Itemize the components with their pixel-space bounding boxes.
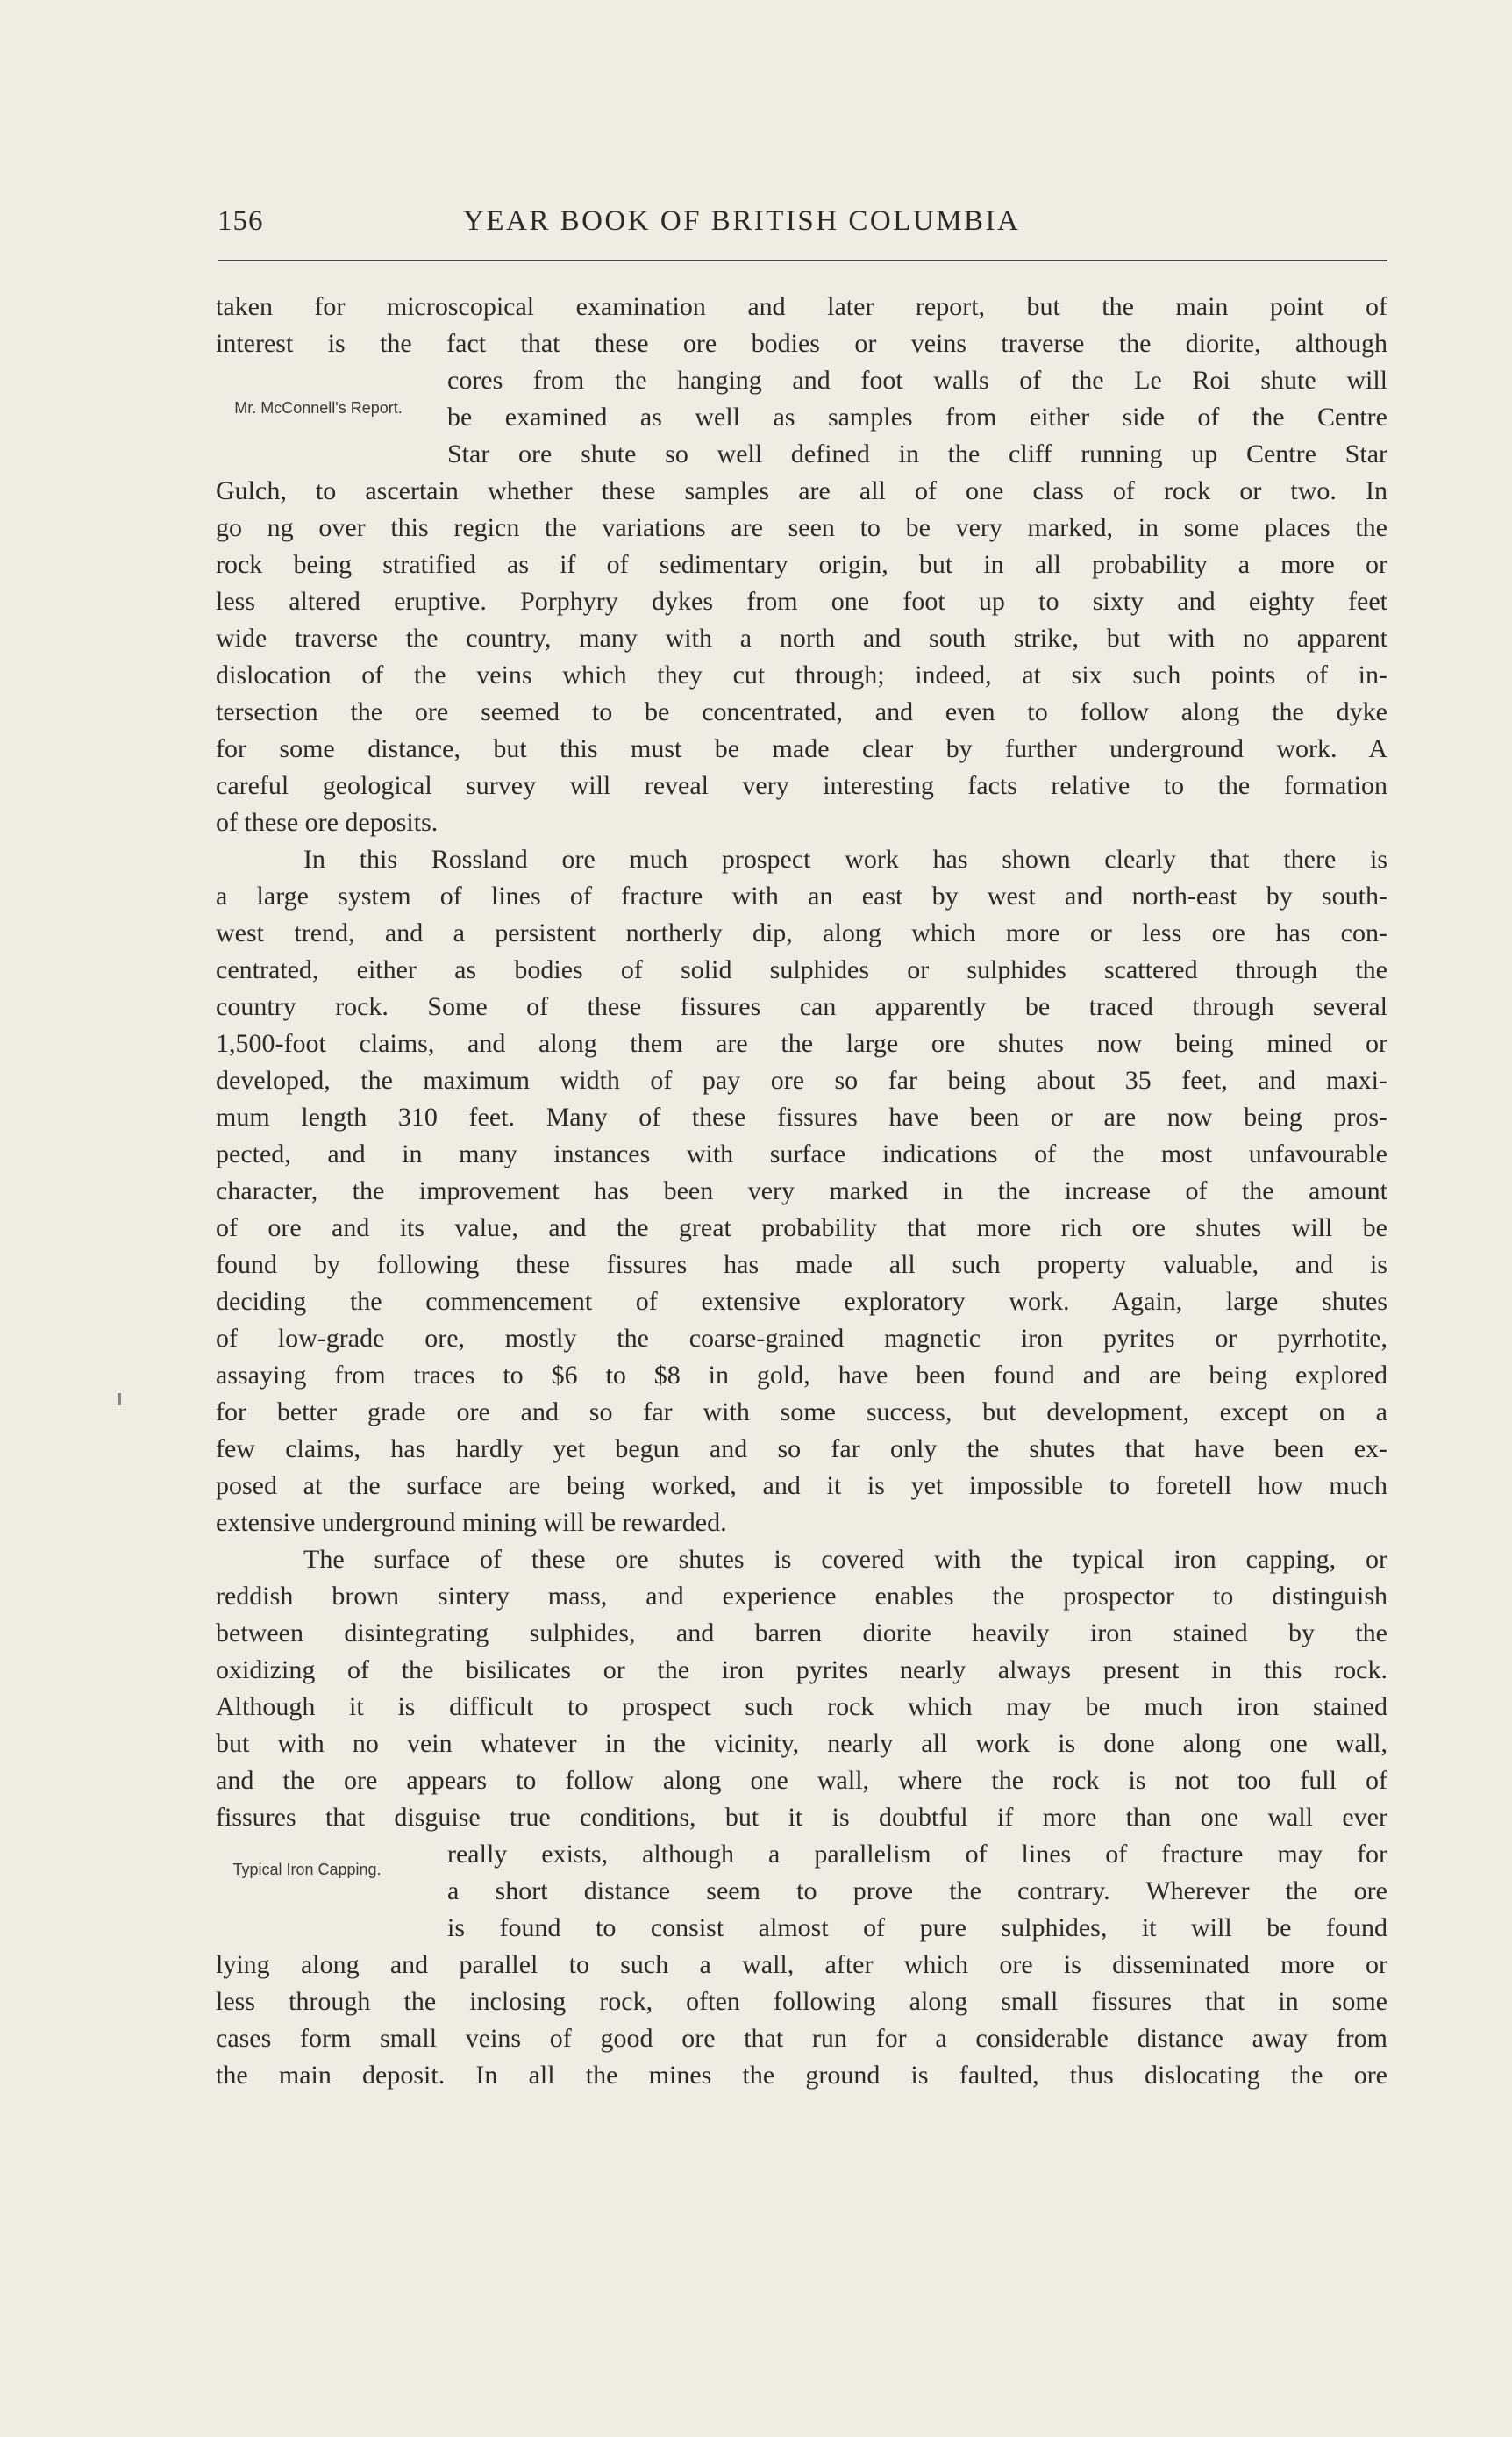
text-line: wide traverse the country, many with a north and south strike, but with no apparent	[216, 624, 1387, 653]
margin-speck	[118, 1393, 121, 1405]
text-line: found by following these fissures has made all such property valuable, and is	[216, 1250, 1387, 1279]
text-line: between disintegrating sulphides, and barren diorite heavily iron stained by the	[216, 1619, 1387, 1647]
text-line: developed, the maximum width of pay ore so far being about 35 feet, and maxi-	[216, 1066, 1387, 1095]
text-line: rock being stratified as if of sedimentary origin, but in all probability a more or	[216, 550, 1387, 579]
text-line: really exists, although a parallelism of lines of fracture may for	[447, 1840, 1387, 1869]
text-line: a large system of lines of fracture with an east by west and north-east by south-	[216, 882, 1387, 911]
text-line: Gulch, to ascertain whether these samples are all of one class of rock or two. In	[216, 476, 1387, 505]
header-rule	[218, 260, 1387, 261]
text-line: fissures that disguise true conditions, but it is doubtful if more than one wall ever	[216, 1803, 1387, 1832]
text-line: a short distance seem to prove the contrary. Wherever the ore	[447, 1876, 1387, 1905]
text-line: pected, and in many instances with surface indications of the most unfavourable	[216, 1140, 1387, 1168]
text-line: reddish brown sintery mass, and experience enables the prospector to distinguish	[216, 1582, 1387, 1611]
text-line: of ore and its value, and the great probability that more rich ore shutes will be	[216, 1213, 1387, 1242]
text-line: of these ore deposits.	[216, 808, 439, 837]
text-line: mum length 310 feet. Many of these fissures have been or are now being pros-	[216, 1103, 1387, 1132]
text-line: country rock. Some of these fissures can apparently be traced through several	[216, 992, 1387, 1021]
text-line: careful geological survey will reveal very interesting facts relative to the formation	[216, 771, 1387, 800]
page-header	[218, 205, 1393, 247]
text-line: deciding the commencement of extensive exploratory work. Again, large shutes	[216, 1287, 1387, 1316]
text-line: for some distance, but this must be made clear by further underground work. A	[216, 734, 1387, 763]
text-line: less through the inclosing rock, often following along small fissures that in some	[216, 1987, 1387, 2016]
text-line: taken for microscopical examination and later report, but the main point of	[216, 292, 1387, 321]
text-line: cores from the hanging and foot walls of the Le Roi shute will	[447, 366, 1387, 395]
sidenote-typical-iron-capping: Typical Iron Capping.	[232, 1861, 382, 1878]
text-line: is found to consist almost of pure sulphides, it will be found	[447, 1913, 1387, 1942]
text-line: oxidizing of the bisilicates or the iron pyrites nearly always present in this rock.	[216, 1655, 1387, 1684]
text-line: assaying from traces to $6 to $8 in gold, have been found and are being explored	[216, 1361, 1387, 1390]
text-line: interest is the fact that these ore bodies or veins traverse the diorite, although	[216, 329, 1387, 358]
text-line: go ng over this regicn the variations are seen to be very marked, in some places the	[216, 513, 1387, 542]
text-line: for better grade ore and so far with some success, but development, except on a	[216, 1397, 1387, 1426]
text-line: and the ore appears to follow along one wall, where the rock is not too full of	[216, 1766, 1387, 1795]
text-line: of low-grade ore, mostly the coarse-grained magnetic iron pyrites or pyrrhotite,	[216, 1324, 1387, 1353]
text-line: posed at the surface are being worked, and it is yet impossible to foretell how much	[216, 1471, 1387, 1500]
text-line: tersection the ore seemed to be concentrated, and even to follow along the dyke	[216, 697, 1387, 726]
text-line: less altered eruptive. Porphyry dykes from one foot up to sixty and eighty feet	[216, 587, 1387, 616]
text-line: west trend, and a persistent northerly dip, along which more or less ore has con-	[216, 918, 1387, 947]
text-line: lying along and parallel to such a wall, after which ore is disseminated more or	[216, 1950, 1387, 1979]
text-line: character, the improvement has been very marked in the increase of the amount	[216, 1176, 1387, 1205]
sidenote-mcconnell-report: Mr. McConnell's Report.	[234, 399, 403, 417]
text-line: Star ore shute so well defined in the cliff running up Centre Star	[447, 440, 1387, 468]
text-line: be examined as well as samples from either side of the Centre	[447, 403, 1387, 432]
text-line: the main deposit. In all the mines the ground is faulted, thus dislocating the ore	[216, 2061, 1387, 2090]
page-number: 156	[218, 205, 264, 237]
text-line: few claims, has hardly yet begun and so far only the shutes that have been ex-	[216, 1434, 1387, 1463]
text-line: but with no vein whatever in the vicinity, nearly all work is done along one wall,	[216, 1729, 1387, 1758]
text-line: 1,500-foot claims, and along them are the large ore shutes now being mined or	[216, 1029, 1387, 1058]
text-line: extensive underground mining will be rewarded.	[216, 1508, 727, 1537]
text-line: dislocation of the veins which they cut through; indeed, at six such points of in-	[216, 661, 1387, 690]
text-line: centrated, either as bodies of solid sulphides or sulphides scattered through the	[216, 955, 1387, 984]
text-line: Although it is difficult to prospect such rock which may be much iron stained	[216, 1692, 1387, 1721]
text-line: The surface of these ore shutes is covered with the typical iron capping, or	[303, 1545, 1387, 1574]
text-line: In this Rossland ore much prospect work has shown clearly that there is	[303, 845, 1387, 874]
text-line: cases form small veins of good ore that run for a considerable distance away from	[216, 2024, 1387, 2053]
running-title: YEAR BOOK OF BRITISH COLUMBIA	[463, 205, 1021, 237]
